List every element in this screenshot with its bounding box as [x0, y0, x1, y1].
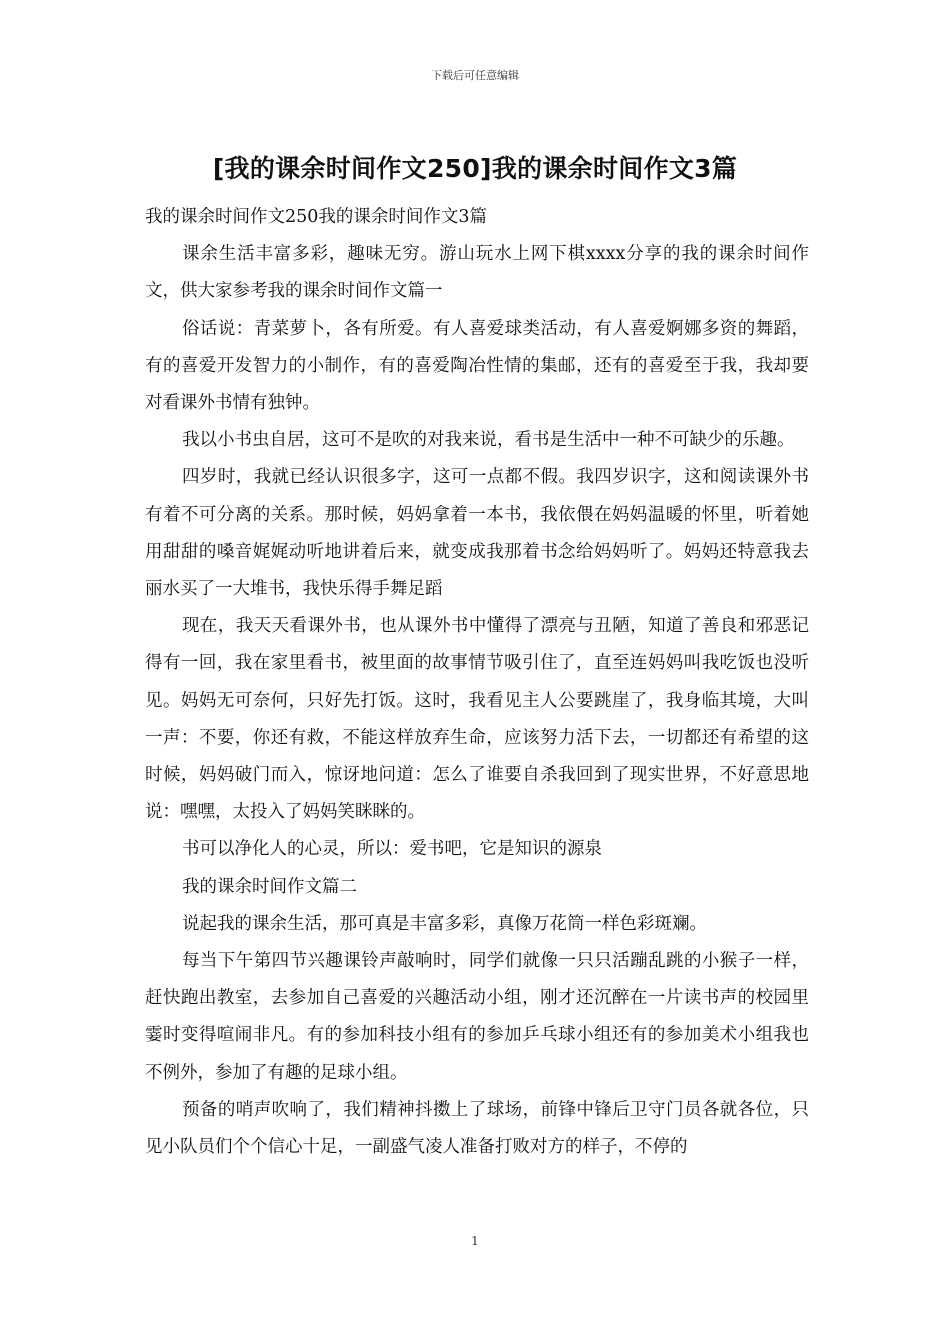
page-header-note: 下载后可任意编辑 [431, 69, 519, 82]
paragraph: 现在，我天天看课外书，也从课外书中懂得了漂亮与丑陋，知道了善良和邪恶记得有一回，我在家里看书，被里面的故事情节吸引住了，直至连妈妈叫我吃饭也没听见。妈妈无可奈何，只好先打饭。这时，我看见主人公要跳崖了，我身临其境，大叫一声：不要，你还有救，不能这样放弃生命，应该努力活下去，一切都还有希望的这时候，妈妈破门而入，惊讶地问道：怎么了谁要自杀我回到了现实世界，不好意思地说：嘿嘿，太投入了妈妈笑眯眯的。 [145, 616, 809, 823]
paragraph: 俗话说：青菜萝卜，各有所爱。有人喜爱球类活动，有人喜爱婀娜多资的舞蹈，有的喜爱开发智力的小制作，有的喜爱陶冶性情的集邮，还有的喜爱至于我，我却要对看课外书情有独钟。 [145, 318, 809, 414]
document-body [145, 199, 809, 1166]
document-title: [我的课余时间作文250]我的课余时间作文3篇 [212, 154, 738, 183]
paragraph: 书可以净化人的心灵，所以：爱书吧，它是知识的源泉 [182, 839, 602, 860]
document-subtitle: 我的课余时间作文250我的课余时间作文3篇 [145, 207, 488, 227]
paragraph: 每当下午第四节兴趣课铃声敲响时，同学们就像一只只活蹦乱跳的小猴子一样，赶快跑出教室，去参加自己喜爱的兴趣活动小组，刚才还沉醉在一片读书声的校园里霎时变得喧闹非凡。有的参加科技小组有的参加乒乓球小组还有的参加美术小组我也不例外，参加了有趣的足球小组。 [145, 951, 809, 1083]
paragraph: 我以小书虫自居，这可不是吹的对我来说，看书是生活中一种不可缺少的乐趣。 [182, 430, 795, 451]
paragraph: 课余生活丰富多彩，趣味无穷。游山玩水上网下棋xxxx分享的我的课余时间作文，供大家参考我的课余时间作文篇一 [145, 244, 809, 302]
paragraph: 预备的哨声吹响了，我们精神抖擞上了球场，前锋中锋后卫守门员各就各位，只见小队员们个个信心十足，一副盛气凌人准备打败对方的样子，不停的 [145, 1099, 809, 1158]
paragraph: 四岁时，我就已经认识很多字，这可一点都不假。我四岁识字，这和阅读课外书有着不可分离的关系。那时候，妈妈拿着一本书，我依偎在妈妈温暖的怀里，听着她用甜甜的嗓音娓娓动听地讲着后来，就变成我那着书念给妈妈听了。妈妈还特意我去丽水买了一大堆书，我快乐得手舞足蹈 [145, 467, 809, 600]
section-heading: 我的课余时间作文篇二 [182, 876, 357, 897]
page-number: 1 [471, 1234, 479, 1248]
paragraph: 说起我的课余生活，那可真是丰富多彩，真像万花筒一样色彩斑斓。 [182, 913, 707, 934]
